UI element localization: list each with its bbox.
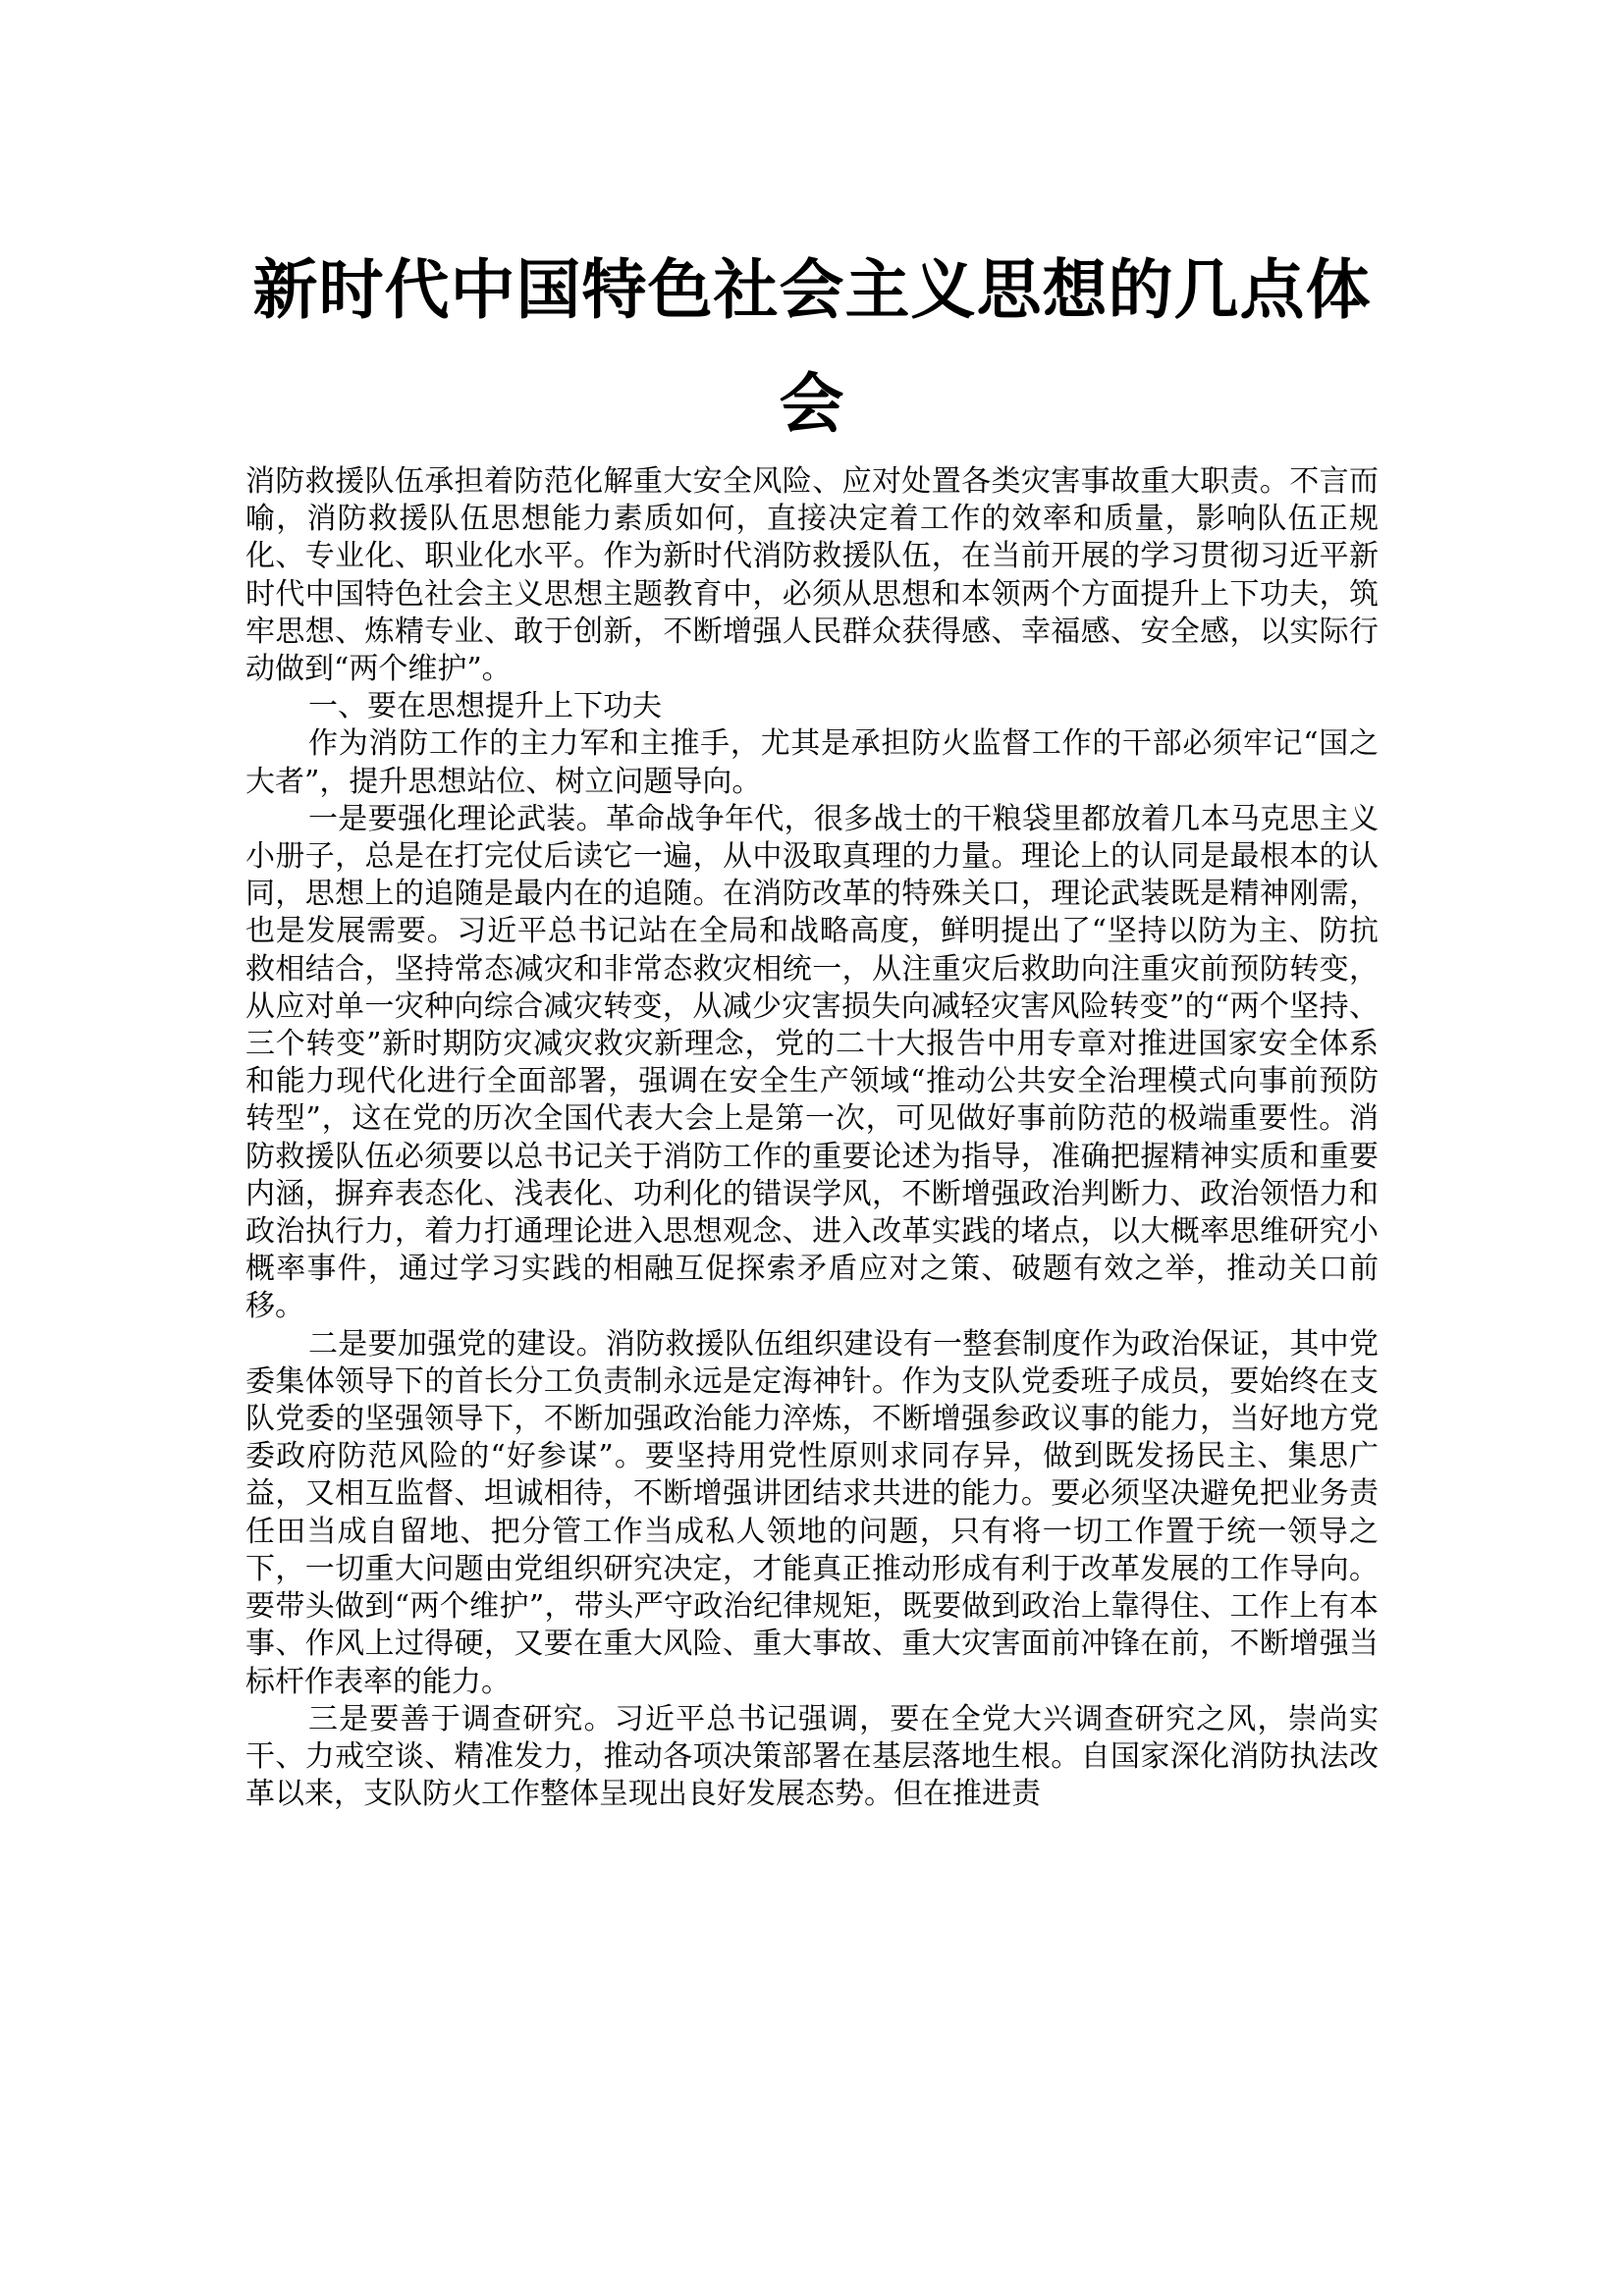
paragraph-point-1: 一是要强化理论武装。革命战争年代，很多战士的干粮袋里都放着几本马克思主义小册子，总是在打完仗后读它一遍，从中汲取真理的力量。理论上的认同是最根本的认同，思想上的追随是最内在的追随。在消防改革的特殊关口，理论武装既是精神刚需，也是发展需要。习近平总书记站在全局和战略高度，鲜明提出了“坚持以防为主、防抗救相结合，坚持常态减灾和非常态救灾相统一，从注重灾后救助向注重灾前预防转变，从应对单一灾种向综合减灾转变，从减少灾害损失向减轻灾害风险转变”的“两个坚持、三个转变”新时期防灾减灾救灾新理念，党的二十大报告中用专章对推进国家安全体系和能力现代化进行全面部署，强调在安全生产领域“推动公共安全治理模式向事前预防转型”，这在党的历次全国代表大会上是第一次，可见做好事前防范的极端重要性。消防救援队伍必须要以总书记关于消防工作的重要论述为指导，准确把握精神实质和重要内涵，摒弃表态化、浅表化、功利化的错误学风，不断增强政治判断力、政治领悟力和政治执行力，着力打通理论进入思想观念、进入改革实践的堵点，以大概率思维研究小概率事件，通过学习实践的相融互促探索矛盾应对之策、破题有效之举，推动关口前移。 xyxy=(245,801,1379,1324)
document-title: 新时代中国特色社会主义思想的几点体会 xyxy=(252,252,1372,442)
paragraph-point-3: 三是要善于调查研究。习近平总书记强调，要在全党大兴调查研究之风，崇尚实干、力戒空谈、精准发力，推动各项决策部署在基层落地生根。自国家深化消防执法改革以来，支队防火工作整体呈现出良好发展态势。但在推进责 xyxy=(245,1701,1379,1812)
section-heading-1: 一、要在思想提升上下功夫 xyxy=(308,689,662,724)
paragraph-intro: 消防救援队伍承担着防范化解重大安全风险、应对处置各类灾害事故重大职责。不言而喻，消防救援队伍思想能力素质如何，直接决定着工作的效率和质量，影响队伍正规化、专业化、职业化水平。作为新时代消防救援队伍，在当前开展的学习贯彻习近平新时代中国特色社会主义思想主题教育中，必须从思想和本领两个方面提升上下功夫，筑牢思想、炼精专业、敢于创新，不断增强人民群众获得感、幸福感、安全感，以实际行动做到“两个维护”。 xyxy=(245,464,1379,687)
paragraph-section-1-lead: 作为消防工作的主力军和主推手，尤其是承担防火监督工作的干部必须牢记“国之大者”，提升思想站位、树立问题导向。 xyxy=(245,726,1379,799)
document-body xyxy=(245,463,1379,1813)
paragraph-point-2: 二是要加强党的建设。消防救援队伍组织建设有一整套制度作为政治保证，其中党委集体领导下的首长分工负责制永远是定海神针。作为支队党委班子成员，要始终在支队党委的坚强领导下，不断加强政治能力淬炼，不断增强参政议事的能力，当好地方党委政府防范风险的“好参谋”。要坚持用党性原则求同存异，做到既发扬民主、集思广益，又相互监督、坦诚相待，不断增强讲团结求共进的能力。要必须坚决避免把业务责任田当成自留地、把分管工作当成私人领地的问题，只有将一切工作置于统一领导之下，一切重大问题由党组织研究决定，才能真正推动形成有利于改革发展的工作导向。要带头做到“两个维护”，带头严守政治纪律规矩，既要做到政治上靠得住、工作上有本事、作风上过得硬，又要在重大风险、重大事故、重大灾害面前冲锋在前，不断增强当标杆作表率的能力。 xyxy=(245,1326,1379,1699)
